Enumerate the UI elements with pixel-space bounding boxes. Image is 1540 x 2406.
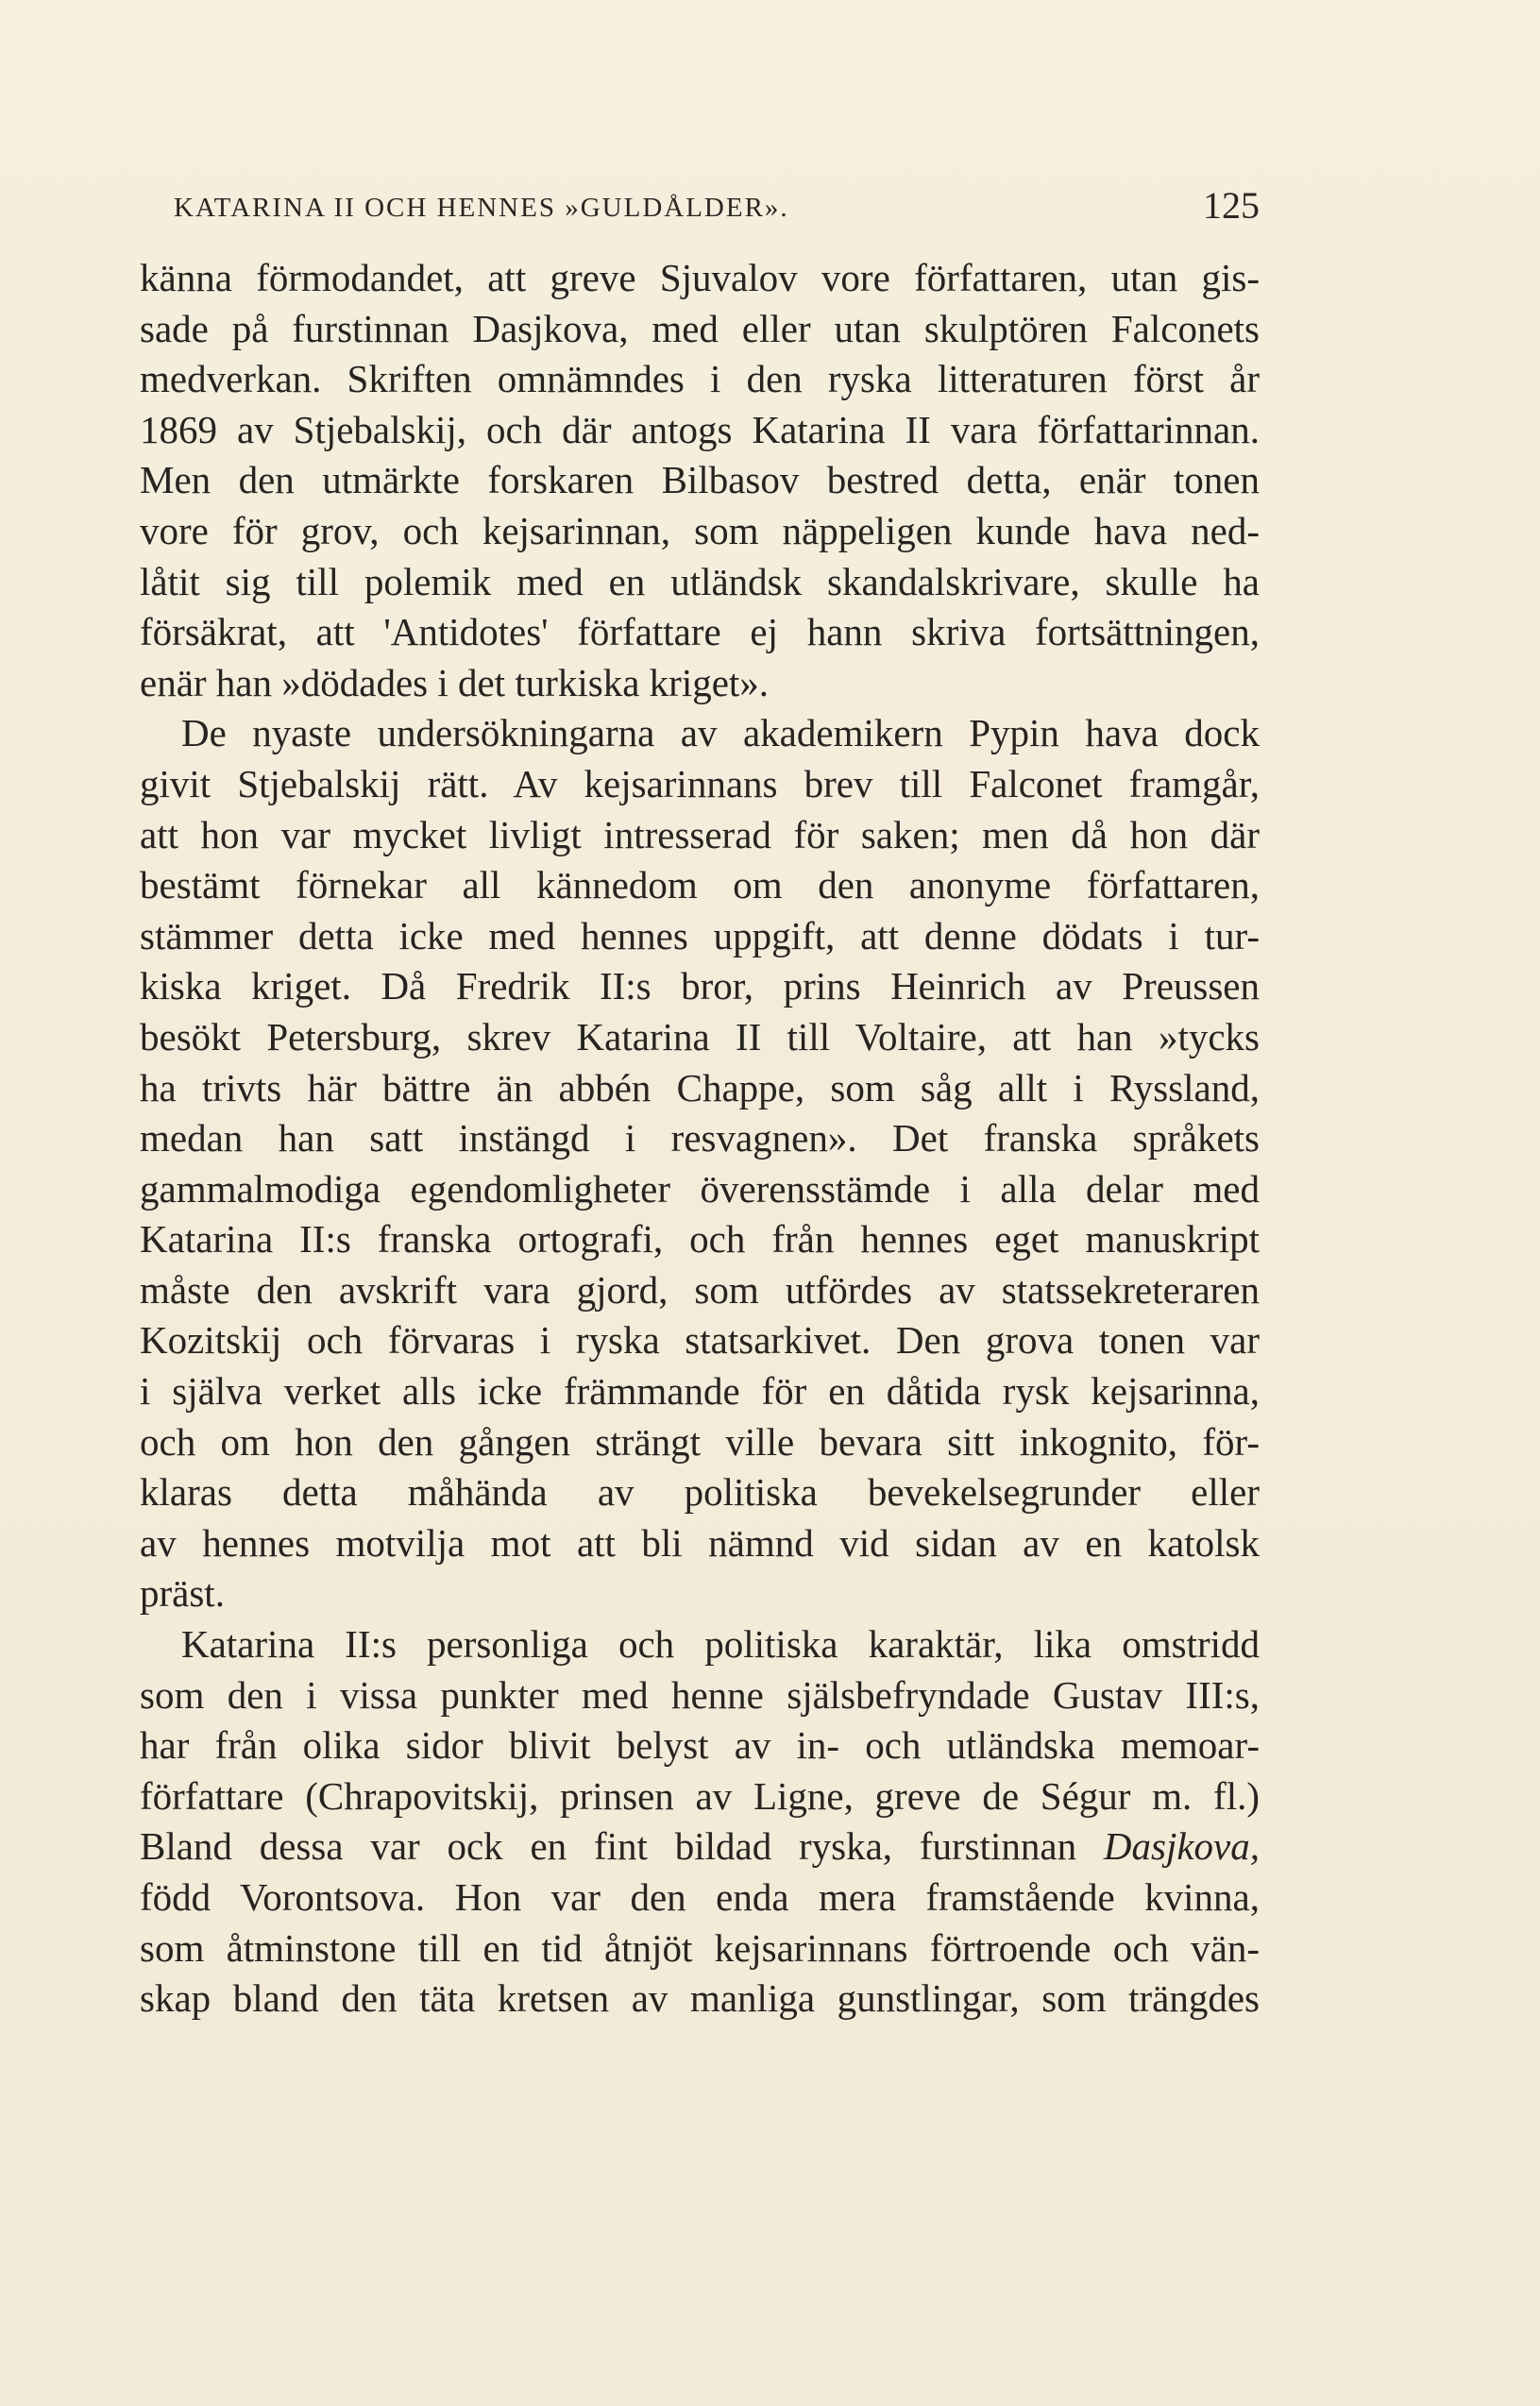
text-line: född Vorontsova. Hon var den enda mera framstående kvinna, xyxy=(140,1875,1260,1919)
text-line: och om hon den gången strängt ville bevara sitt inkognito, för- xyxy=(140,1419,1260,1464)
text-line: klaras detta måhända av politiska bevekelsegrunder eller xyxy=(140,1470,1260,1515)
text-line: Men den utmärkte forskaren Bilbasov bestred detta, enär tonen xyxy=(140,458,1260,502)
text-line: skap bland den täta kretsen av manliga gunstlingar, som trängdes xyxy=(140,1976,1260,2021)
text-line: medverkan. Skriften omnämndes i den ryska litteraturen först år xyxy=(140,357,1260,401)
text-line: sade på furstinnan Dasjkova, med eller utan skulptören Falconets xyxy=(140,306,1260,350)
text-line: känna förmodandet, att greve Sjuvalov vore författaren, utan gis- xyxy=(140,256,1260,299)
text-line: enär han »dödades i det turkiska kriget». xyxy=(140,660,770,704)
text-line: stämmer detta icke med hennes uppgift, att denne dödats i tur- xyxy=(140,913,1260,957)
text-line: bestämt förnekar all kännedom om den anonyme författaren, xyxy=(140,863,1260,907)
text-line: måste den avskrift vara gjord, som utfördes av statssekreteraren xyxy=(140,1267,1260,1312)
text-segment: Bland dessa var ock en fint bildad ryska, furstinnan xyxy=(140,1824,1104,1869)
page-number: 125 xyxy=(1203,184,1260,227)
paragraph-first-line: De nyaste undersökningarna av akademikern Pypin hava dock xyxy=(181,711,1260,755)
page-header xyxy=(140,179,1260,236)
text-line: av hennes motvilja mot att bli nämnd vid sidan av en katolsk xyxy=(140,1520,1260,1565)
text-line: författare (Chrapovitskij, prinsen av Ligne, greve de Ségur m. fl.) xyxy=(140,1773,1260,1818)
paragraph-first-line: Katarina II:s personliga och politiska karaktär, lika omstridd xyxy=(181,1622,1260,1667)
running-title: KATARINA II OCH HENNES »GULDÅLDER». xyxy=(174,193,789,223)
text-line: gammalmodiga egendomligheter överensstämde i alla delar med xyxy=(140,1166,1260,1211)
text-line: Katarina II:s franska ortografi, och från hennes eget manuskript xyxy=(140,1217,1260,1262)
text-line: Kozitskij och förvaras i ryska statsarkivet. Den grova tonen var xyxy=(140,1318,1260,1363)
text-line: har från olika sidor blivit belyst av in- och utländska memoar- xyxy=(140,1723,1260,1768)
text-line: präst. xyxy=(140,1571,225,1616)
text-line: som åtminstone till en tid åtnjöt kejsarinnans förtroende och vän- xyxy=(140,1925,1260,1970)
text-line: 1869 av Stjebalskij, och där antogs Katarina II vara författarinnan. xyxy=(140,407,1260,451)
text-line: i själva verket alls icke främmande för en dåtida rysk kejsarinna, xyxy=(140,1369,1260,1414)
text-line: låtit sig till polemik med en utländsk skandalskrivare, skulle ha xyxy=(140,559,1260,603)
text-line: som den i vissa punkter med henne själsbefryndade Gustav III:s, xyxy=(140,1672,1260,1717)
body-text xyxy=(140,253,1260,2025)
text-line: besökt Petersburg, skrev Katarina II till Voltaire, att han »tycks xyxy=(140,1014,1260,1059)
text-line: försäkrat, att 'Antidotes' författare ej hann skriva fortsättningen, xyxy=(140,610,1260,654)
text-line: vore för grov, och kejsarinnan, som näppeligen kunde hava ned- xyxy=(140,508,1260,552)
italic-name: Dasjkova, xyxy=(1103,1824,1260,1869)
text-line xyxy=(140,1821,1260,1872)
text-line: att hon var mycket livligt intresserad för saken; men då hon där xyxy=(140,812,1260,856)
text-line: kiska kriget. Då Fredrik II:s bror, prins Heinrich av Preussen xyxy=(140,964,1260,1008)
text-line: ha trivts här bättre än abbén Chappe, som såg allt i Ryssland, xyxy=(140,1065,1260,1110)
text-line: medan han satt instängd i resvagnen». Det franska språkets xyxy=(140,1116,1260,1161)
text-line: givit Stjebalskij rätt. Av kejsarinnans brev till Falconet framgår, xyxy=(140,761,1260,805)
